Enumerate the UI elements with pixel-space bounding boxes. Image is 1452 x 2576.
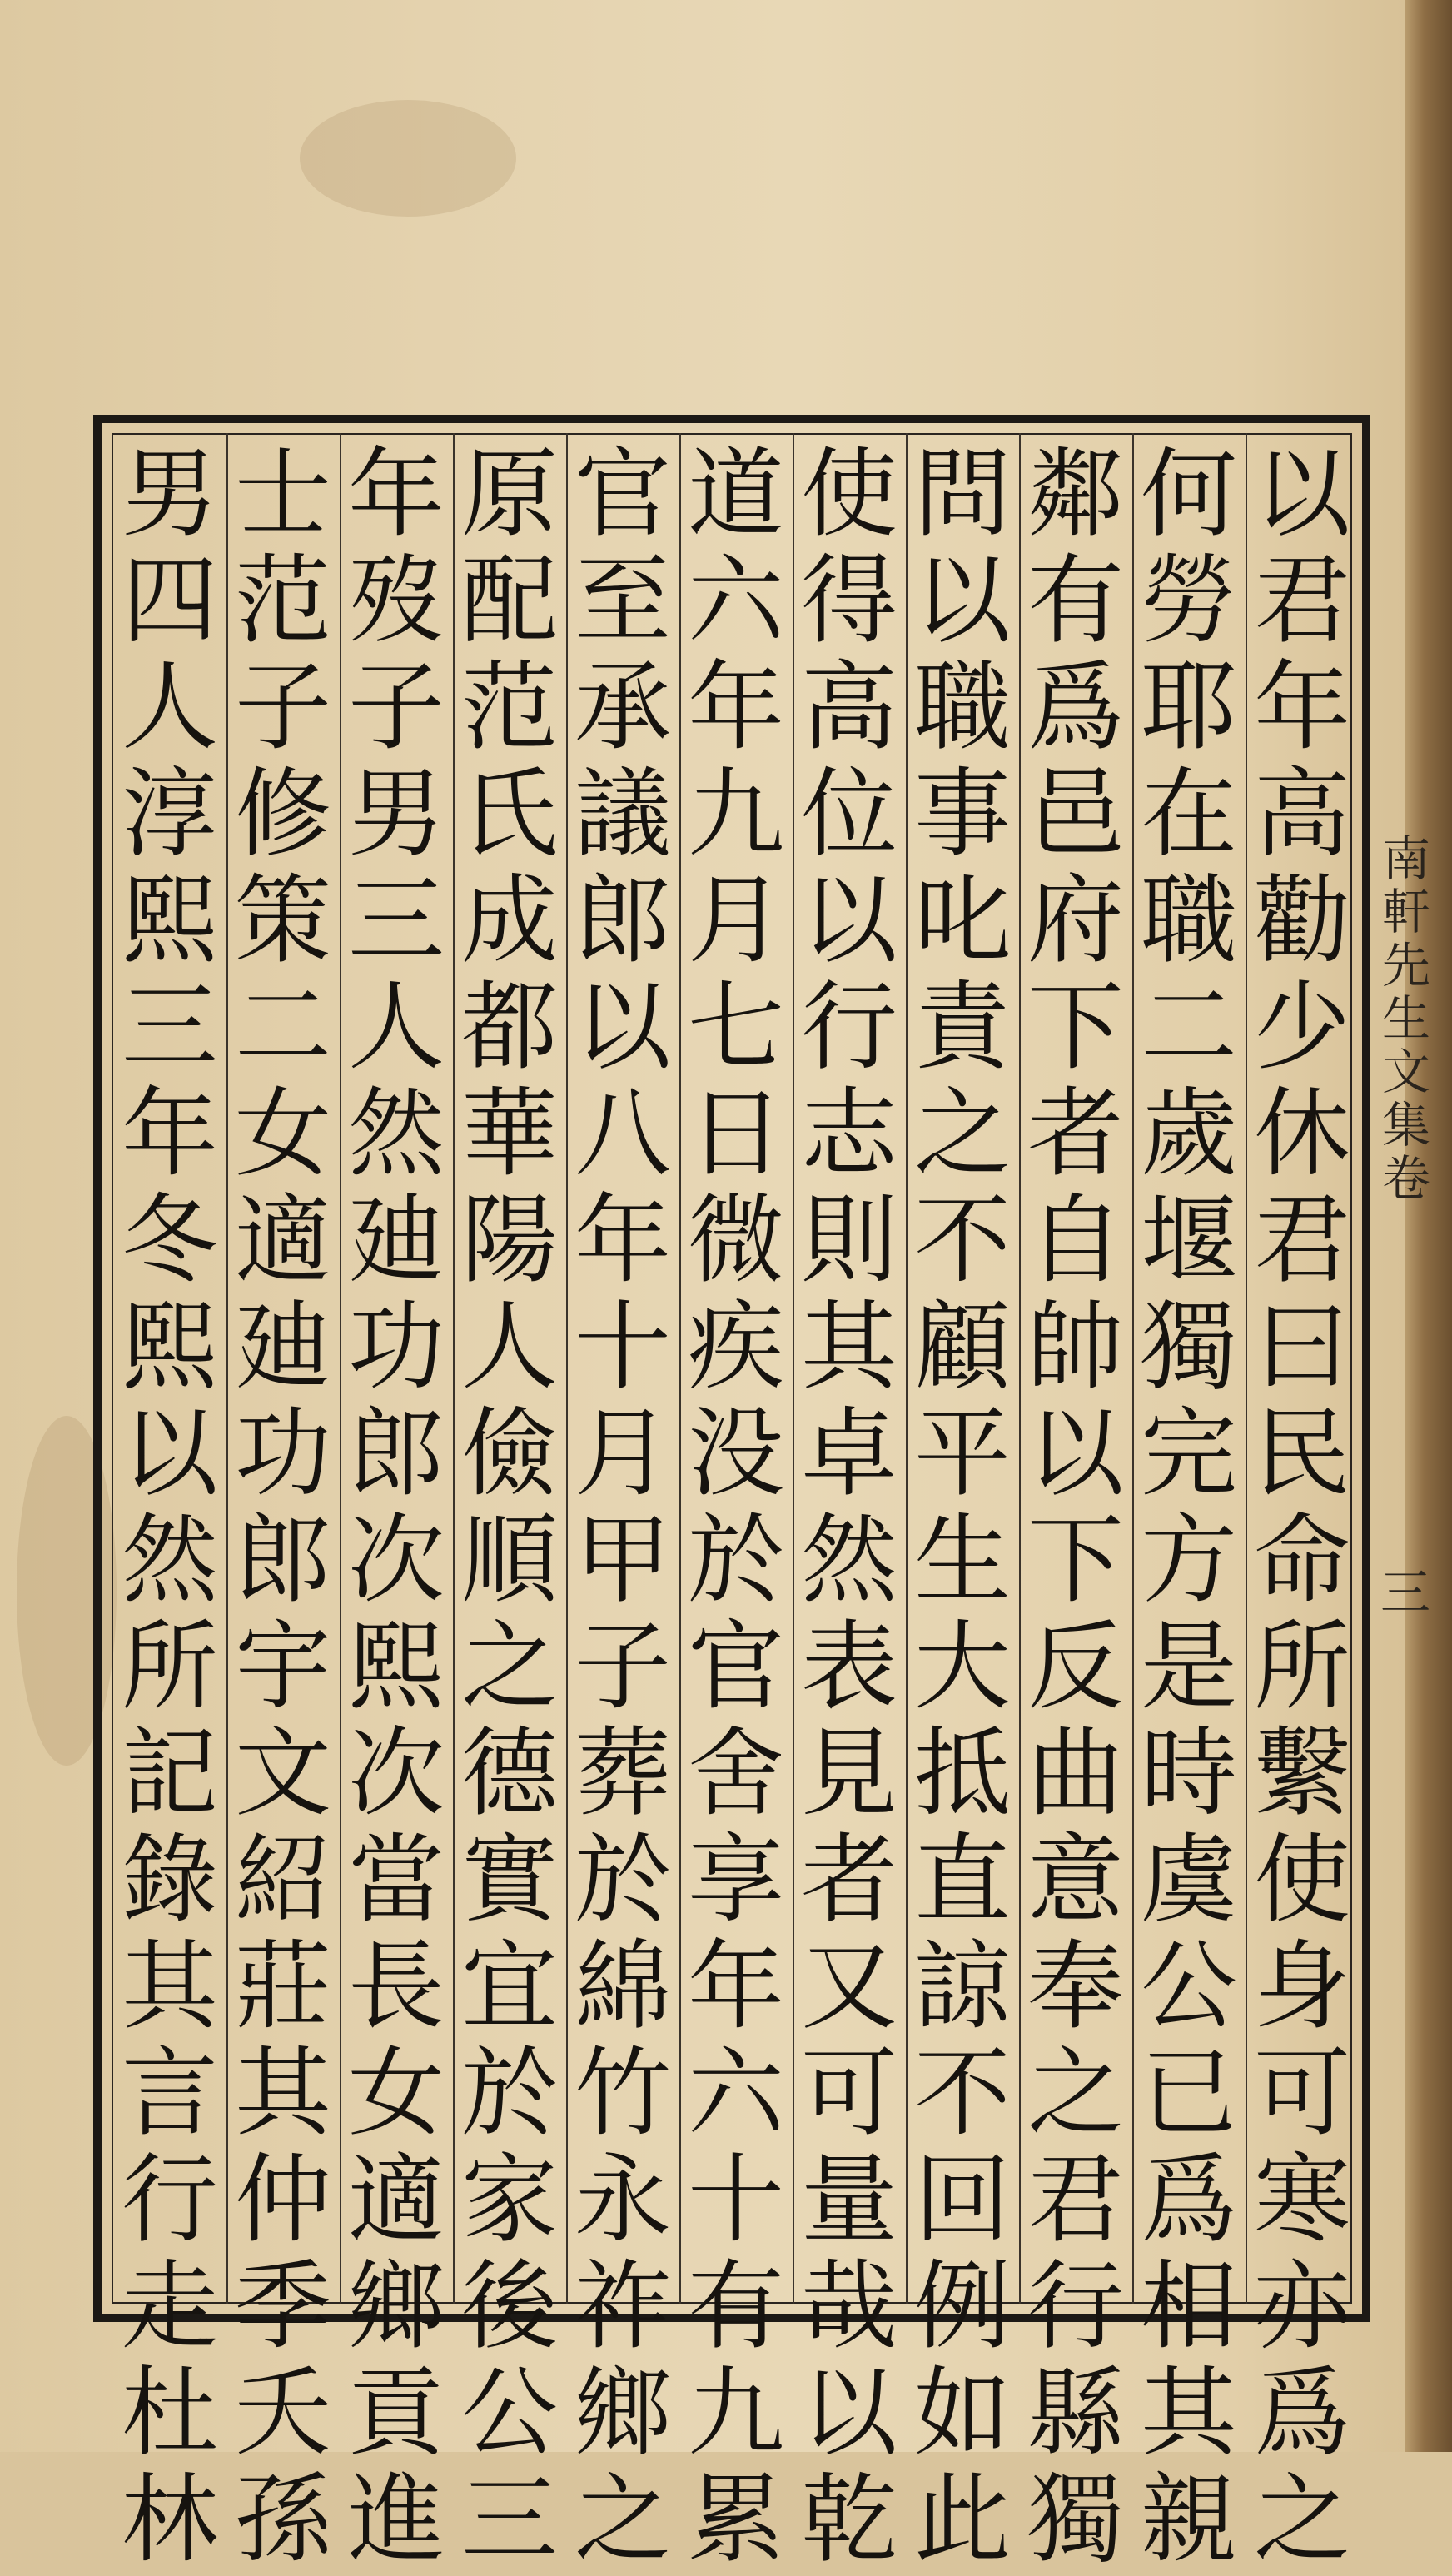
character: 次 [348,1717,445,1830]
character: 配 [461,545,558,657]
character: 没 [688,1398,784,1510]
character: 三 [122,971,218,1084]
character: 子 [574,1611,671,1723]
character: 適 [348,2144,445,2256]
character: 孫 [235,2464,331,2576]
character: 舍 [688,1717,784,1830]
character: 六 [688,2037,784,2150]
character: 女 [235,1078,331,1190]
character: 例 [914,2250,1011,2363]
column-rule [679,433,681,2304]
character: 以 [574,971,671,1084]
block-heart-title: 南軒先生文集卷 [1374,833,1430,1206]
character: 年 [688,651,784,764]
character: 范 [461,651,558,764]
character: 高 [1254,758,1350,870]
character: 進 [348,2464,445,2576]
character: 次 [348,1504,445,1617]
character: 命 [1254,1504,1350,1617]
character: 縣 [1027,2357,1124,2469]
character: 行 [801,971,898,1084]
text-column [117,438,223,2576]
character: 以 [801,2357,898,2469]
character: 直 [914,1824,1011,1936]
character: 葬 [574,1717,671,1830]
character: 年 [348,438,445,551]
character: 者 [801,1824,898,1936]
character: 熙 [348,1611,445,1723]
character: 宇 [235,1611,331,1723]
character: 紹 [235,1824,331,1936]
character: 寒 [1254,2144,1350,2256]
character: 此 [914,2464,1011,2576]
character: 其 [1141,2357,1237,2469]
character: 之 [1254,2464,1350,2576]
character: 問 [914,438,1011,551]
character: 完 [1141,1398,1237,1510]
character: 可 [1254,2037,1350,2150]
character: 修 [235,758,331,870]
character: 鄉 [574,2357,671,2469]
character: 職 [1141,864,1237,977]
character: 其 [801,1291,898,1403]
character: 淳 [122,758,218,870]
character: 年 [122,1078,218,1190]
character: 平 [914,1398,1011,1510]
character: 勸 [1254,864,1350,977]
character: 日 [688,1078,784,1190]
character: 已 [1141,2037,1237,2150]
text-column [1136,438,1242,2576]
character: 熙 [122,864,218,977]
character: 方 [1141,1504,1237,1617]
character: 獨 [1027,2464,1124,2576]
character: 之 [1027,2037,1124,2150]
character: 府 [1027,864,1124,977]
book-binding-edge [1405,0,1452,2452]
character: 以 [1254,438,1350,551]
character: 陽 [461,1184,558,1297]
character: 量 [801,2144,898,2256]
character: 哉 [801,2250,898,2363]
character: 行 [122,2144,218,2256]
character: 歿 [348,545,445,657]
character: 反 [1027,1611,1124,1723]
character: 民 [1254,1398,1350,1510]
character: 然 [122,1504,218,1617]
character: 曰 [1254,1291,1350,1403]
character: 三 [348,864,445,977]
character: 回 [914,2144,1011,2256]
character: 然 [348,1078,445,1190]
character: 夭 [235,2357,331,2469]
column-rule [566,433,568,2304]
character: 記 [122,1717,218,1830]
character: 范 [235,545,331,657]
paper-stain [300,100,516,217]
character: 四 [122,545,218,657]
character: 行 [1027,2250,1124,2363]
character: 下 [1027,971,1124,1084]
character: 可 [801,2037,898,2150]
character: 見 [801,1717,898,1830]
character: 實 [461,1824,558,1936]
text-column [1022,438,1129,2576]
character: 得 [801,545,898,657]
character: 月 [574,1398,671,1510]
character: 順 [461,1504,558,1617]
character: 於 [461,2037,558,2150]
character: 公 [1141,1931,1237,2043]
character: 所 [122,1611,218,1723]
column-rule [340,433,341,2304]
character: 永 [574,2144,671,2256]
character: 高 [801,651,898,764]
character: 男 [348,758,445,870]
text-column [230,438,336,2576]
character: 功 [348,1291,445,1403]
character: 是 [1141,1611,1237,1723]
character: 十 [688,2144,784,2256]
character: 都 [461,971,558,1084]
character: 三 [461,2464,558,2576]
character: 職 [914,651,1011,764]
character: 家 [461,2144,558,2256]
character: 爲 [1141,2144,1237,2256]
character: 廸 [348,1184,445,1297]
character: 事 [914,758,1011,870]
character: 志 [801,1078,898,1190]
column-rule [226,433,228,2304]
character: 奉 [1027,1931,1124,2043]
character: 年 [574,1184,671,1297]
character: 以 [1027,1398,1124,1510]
character: 少 [1254,971,1350,1084]
character: 於 [688,1504,784,1617]
column-rule [1019,433,1021,2304]
character: 使 [1254,1824,1350,1936]
character: 耶 [1141,651,1237,764]
character: 又 [801,1931,898,2043]
character: 享 [688,1824,784,1936]
character: 君 [1254,545,1350,657]
character: 二 [1141,971,1237,1084]
character: 如 [914,2357,1011,2469]
character: 成 [461,864,558,977]
character: 表 [801,1611,898,1723]
character: 林 [122,2464,218,2576]
character: 長 [348,1931,445,2043]
character: 子 [235,651,331,764]
character: 郎 [348,1398,445,1510]
character: 莊 [235,1931,331,2043]
character: 鄰 [1027,438,1124,551]
character: 月 [688,864,784,977]
character: 叱 [914,864,1011,977]
character: 廸 [235,1291,331,1403]
character: 年 [688,1931,784,2043]
character: 爲 [1027,651,1124,764]
character: 責 [914,971,1011,1084]
character: 自 [1027,1184,1124,1297]
character: 當 [348,1824,445,1936]
character: 二 [235,971,331,1084]
character: 策 [235,864,331,977]
character: 年 [1254,651,1350,764]
text-column [569,438,676,2576]
character: 男 [122,438,218,551]
character: 諒 [914,1931,1011,2043]
character: 有 [1027,545,1124,657]
column-rule [1246,433,1247,2304]
character: 功 [235,1398,331,1510]
folio-number: 三 [1372,1566,1430,1616]
character: 君 [1027,2144,1124,2256]
character: 甲 [574,1504,671,1617]
character: 何 [1141,438,1237,551]
text-column [343,438,450,2576]
character: 華 [461,1078,558,1190]
character: 儉 [461,1398,558,1510]
character: 大 [914,1611,1011,1723]
character: 女 [348,2037,445,2150]
character: 累 [688,2464,784,2576]
character: 官 [574,438,671,551]
character: 勞 [1141,545,1237,657]
character: 貢 [348,2357,445,2469]
character: 之 [461,1611,558,1723]
character: 身 [1254,1931,1350,2043]
character: 人 [348,971,445,1084]
character: 繫 [1254,1717,1350,1830]
character: 季 [235,2250,331,2363]
character: 虞 [1141,1824,1237,1936]
character: 有 [688,2250,784,2363]
character: 議 [574,758,671,870]
character: 抵 [914,1717,1011,1830]
column-rule [906,433,908,2304]
character: 以 [801,864,898,977]
character: 竹 [574,2037,671,2150]
character: 熙 [122,1291,218,1403]
character: 適 [235,1184,331,1297]
character: 卓 [801,1398,898,1510]
character: 然 [801,1504,898,1617]
character: 在 [1141,758,1237,870]
character: 以 [914,545,1011,657]
character: 相 [1141,2250,1237,2363]
character: 七 [688,971,784,1084]
character: 郎 [574,864,671,977]
character: 乾 [801,2464,898,2576]
character: 仲 [235,2144,331,2256]
character: 公 [461,2357,558,2469]
character: 九 [688,2357,784,2469]
character: 言 [122,2037,218,2150]
character: 則 [801,1184,898,1297]
character: 歲 [1141,1078,1237,1190]
character: 爲 [1254,2357,1350,2469]
character: 休 [1254,1078,1350,1190]
character: 於 [574,1824,671,1936]
character: 君 [1254,1184,1350,1297]
character: 文 [235,1717,331,1830]
character: 原 [461,438,558,551]
text-column [1249,438,1355,2576]
character: 下 [1027,1504,1124,1617]
character: 位 [801,758,898,870]
character: 士 [235,438,331,551]
character: 十 [574,1291,671,1403]
character: 不 [914,2037,1011,2150]
character: 人 [122,651,218,764]
character: 至 [574,545,671,657]
character: 親 [1141,2464,1237,2576]
character: 堰 [1141,1184,1237,1297]
character: 六 [688,545,784,657]
character: 錄 [122,1824,218,1936]
character: 使 [801,438,898,551]
character: 者 [1027,1078,1124,1190]
column-rule [1132,433,1134,2304]
column-rule [453,433,455,2304]
character: 八 [574,1078,671,1190]
text-column [909,438,1016,2576]
character: 德 [461,1717,558,1830]
text-column [456,438,563,2576]
character: 意 [1027,1824,1124,1936]
character: 後 [461,2250,558,2363]
character: 之 [914,1078,1011,1190]
character: 氏 [461,758,558,870]
character: 走 [122,2250,218,2363]
character: 所 [1254,1611,1350,1723]
character: 曲 [1027,1717,1124,1830]
character: 生 [914,1504,1011,1617]
character: 以 [122,1398,218,1510]
character: 獨 [1141,1291,1237,1403]
character: 其 [122,1931,218,2043]
character: 時 [1141,1717,1237,1830]
character: 郎 [235,1504,331,1617]
character: 不 [914,1184,1011,1297]
character: 九 [688,758,784,870]
character: 其 [235,2037,331,2150]
character: 冬 [122,1184,218,1297]
text-column [683,438,789,2576]
character: 邑 [1027,758,1124,870]
character: 人 [461,1291,558,1403]
character: 綿 [574,1931,671,2043]
character: 微 [688,1184,784,1297]
character: 官 [688,1611,784,1723]
column-rule [793,433,794,2304]
character: 宜 [461,1931,558,2043]
character: 杜 [122,2357,218,2469]
character: 祚 [574,2250,671,2363]
character: 道 [688,438,784,551]
character: 子 [348,651,445,764]
character: 帥 [1027,1291,1124,1403]
character: 亦 [1254,2250,1350,2363]
character: 疾 [688,1291,784,1403]
character: 承 [574,651,671,764]
character: 鄉 [348,2250,445,2363]
character: 之 [574,2464,671,2576]
character: 顧 [914,1291,1011,1403]
text-column [796,438,903,2576]
